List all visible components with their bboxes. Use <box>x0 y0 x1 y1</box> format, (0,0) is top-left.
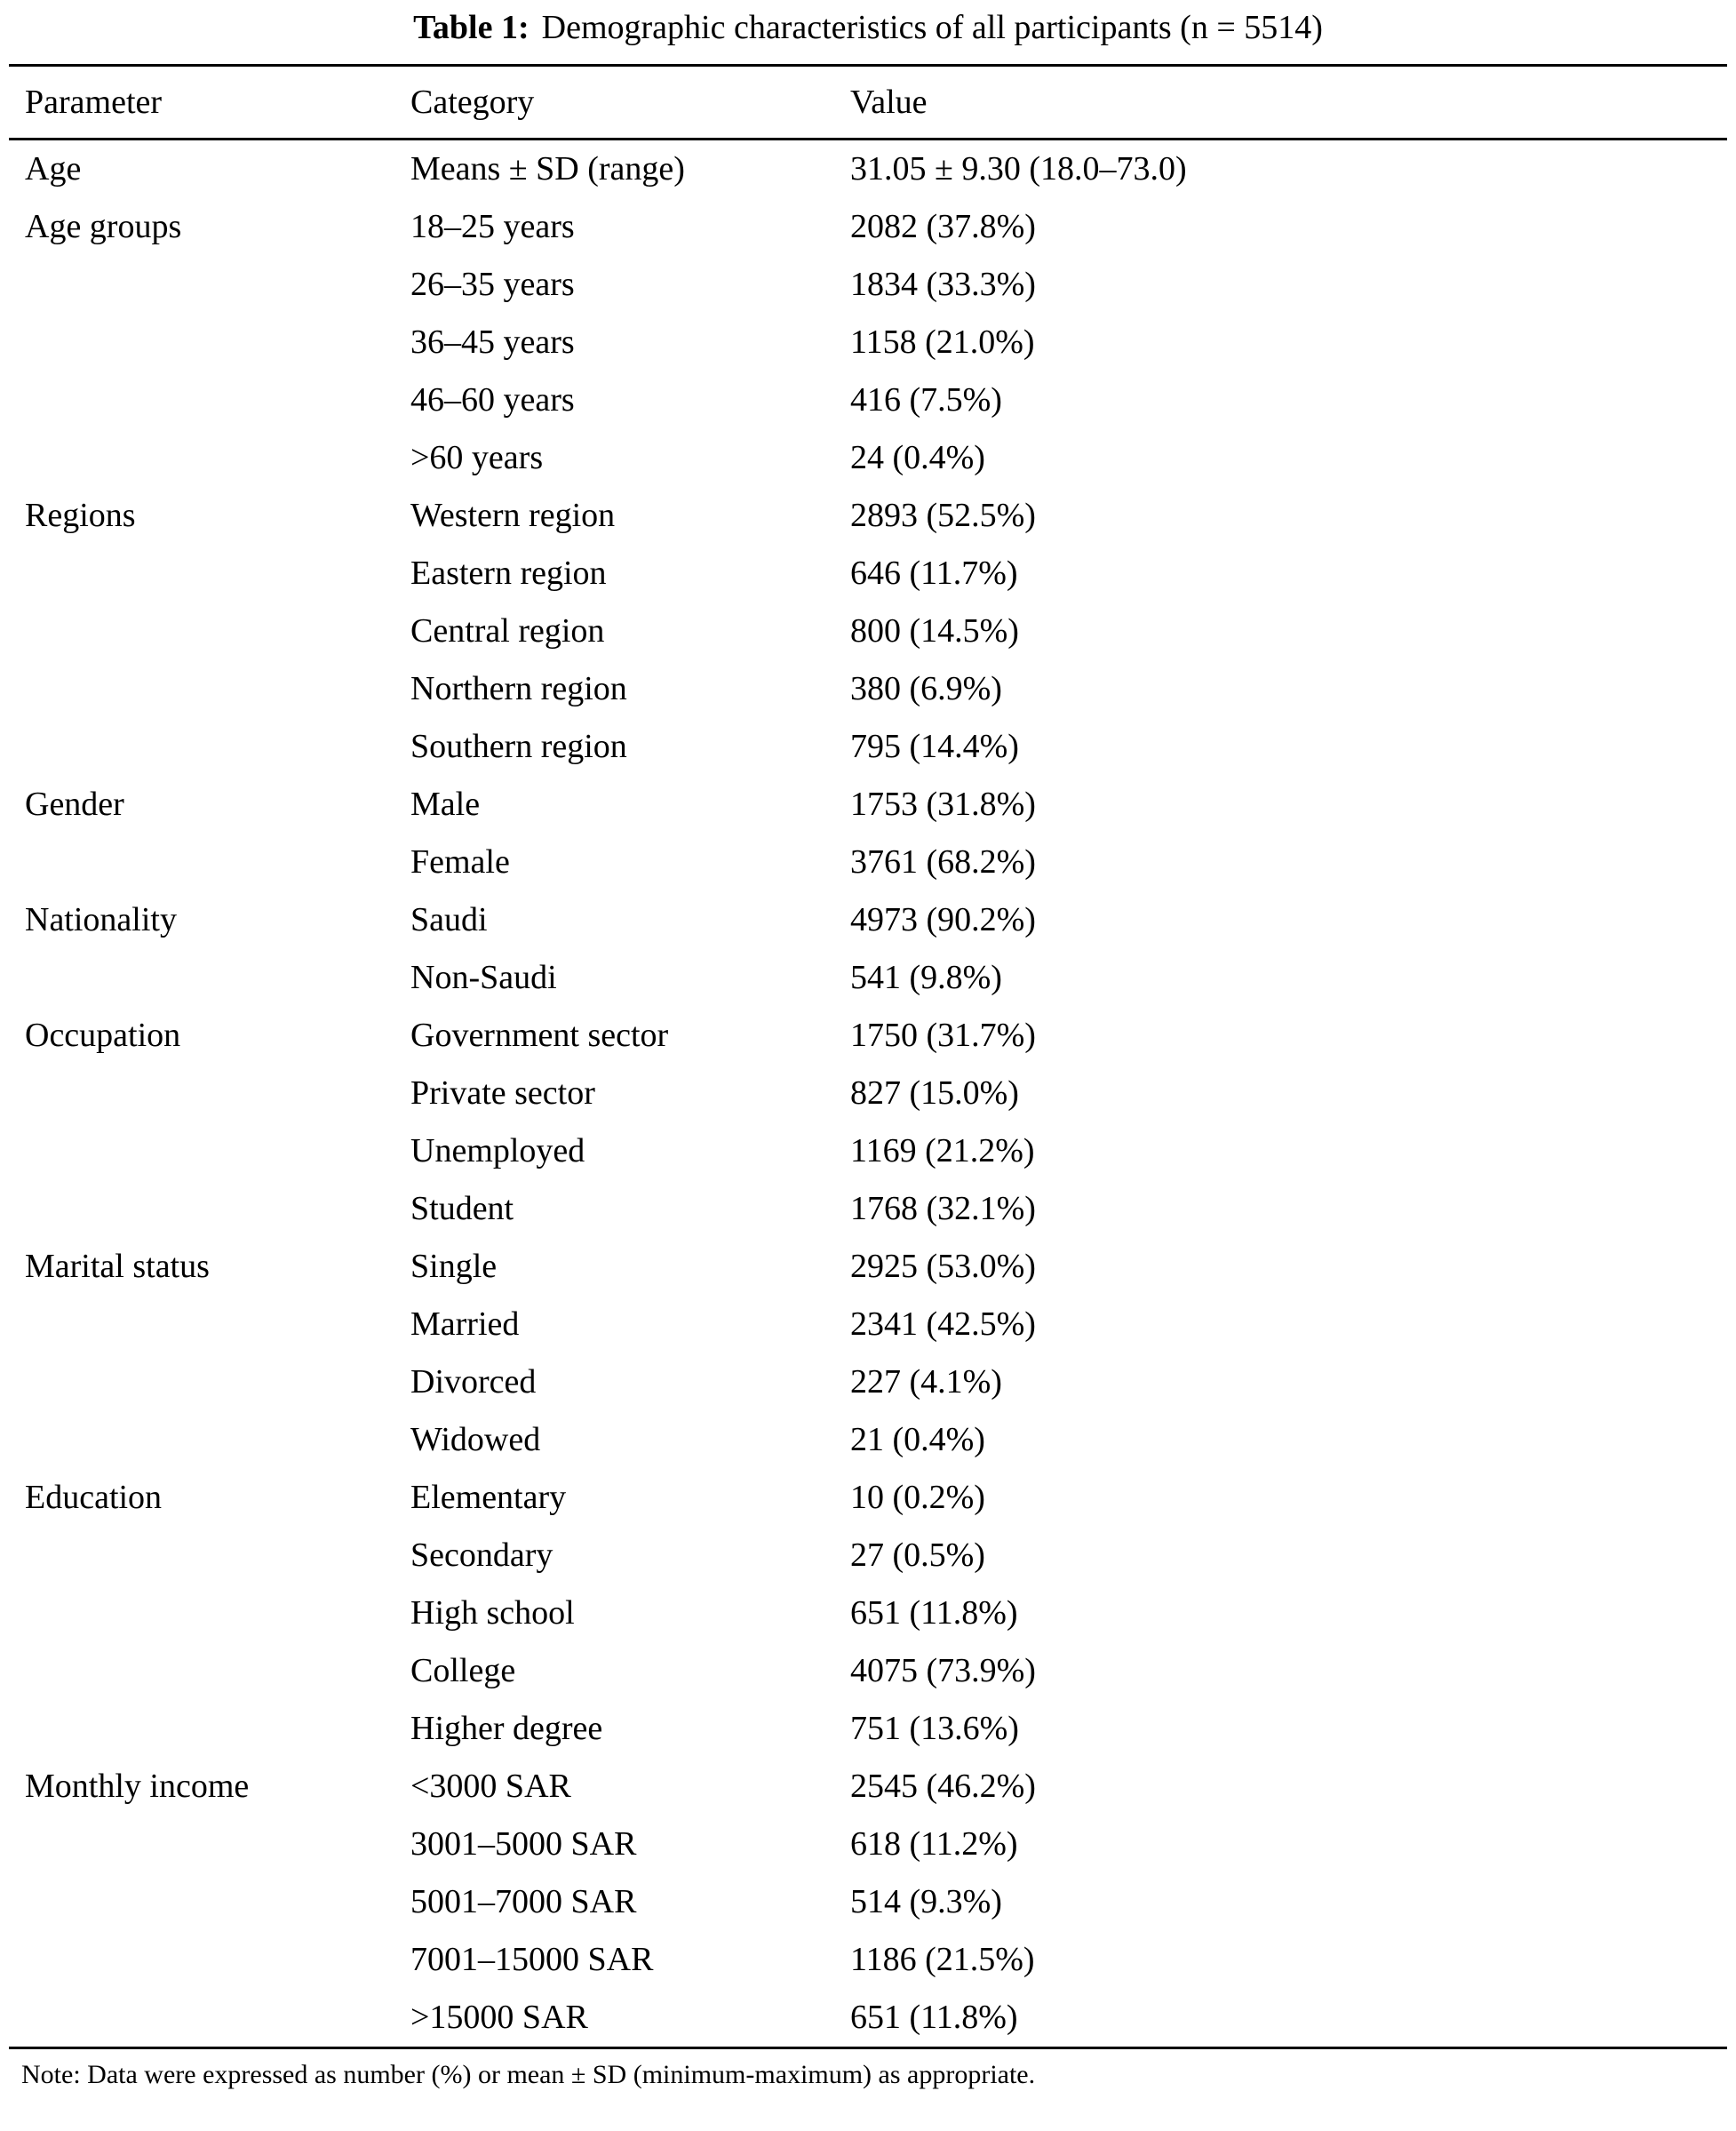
cell-category: Northern region <box>410 670 627 708</box>
col-header-category: Category <box>410 65 850 139</box>
cell-value: 21 (0.4%) <box>850 1421 985 1459</box>
cell-category: Unemployed <box>410 1132 585 1170</box>
cell-value: 514 (9.3%) <box>850 1883 1002 1921</box>
cell-category: 3001–5000 SAR <box>410 1825 637 1864</box>
table-row <box>9 1873 1727 1931</box>
table-row <box>9 256 1727 314</box>
cell-parameter: Education <box>25 1479 163 1517</box>
cell-category: Elementary <box>410 1479 567 1517</box>
table-row <box>9 1642 1727 1700</box>
table-row <box>9 1584 1727 1642</box>
cell-parameter <box>9 314 410 371</box>
table-row <box>9 660 1727 718</box>
cell-parameter <box>9 949 410 1007</box>
table-row <box>9 1007 1727 1065</box>
cell-category: Southern region <box>410 728 627 766</box>
table-row <box>9 1469 1727 1527</box>
cell-parameter <box>9 1122 410 1180</box>
cell-value: 1834 (33.3%) <box>850 266 1036 304</box>
cell-parameter <box>9 1642 410 1700</box>
table-title <box>9 5 1727 64</box>
cell-parameter <box>9 1989 410 2048</box>
cell-category: Male <box>410 786 481 824</box>
table-row <box>9 371 1727 429</box>
cell-parameter: Marital status <box>25 1248 210 1286</box>
cell-parameter <box>9 718 410 776</box>
table-row <box>9 1758 1727 1816</box>
cell-category: Means ± SD (range) <box>410 150 685 188</box>
cell-value: 2082 (37.8%) <box>850 208 1036 246</box>
cell-value: 541 (9.8%) <box>850 959 1002 997</box>
cell-category: Single <box>410 1248 498 1286</box>
cell-value: 651 (11.8%) <box>850 1999 1018 2037</box>
table-row <box>9 1989 1727 2048</box>
cell-category: Non-Saudi <box>410 959 557 997</box>
cell-category: High school <box>410 1594 575 1632</box>
cell-value: 1158 (21.0%) <box>850 323 1035 362</box>
cell-category: 46–60 years <box>410 381 575 419</box>
header-row <box>9 65 1727 139</box>
cell-value: 1750 (31.7%) <box>850 1017 1036 1055</box>
cell-value: 27 (0.5%) <box>850 1536 985 1575</box>
cell-value: 416 (7.5%) <box>850 381 1002 419</box>
table-row <box>9 429 1727 487</box>
cell-value: 4075 (73.9%) <box>850 1652 1036 1690</box>
cell-value: 795 (14.4%) <box>850 728 1019 766</box>
cell-category: 7001–15000 SAR <box>410 1941 654 1979</box>
cell-parameter <box>9 1065 410 1122</box>
table-body <box>9 139 1727 2047</box>
cell-parameter <box>9 1816 410 1873</box>
cell-category: >60 years <box>410 439 544 477</box>
cell-category: 26–35 years <box>410 266 575 304</box>
cell-parameter <box>9 429 410 487</box>
cell-value: 3761 (68.2%) <box>850 843 1036 882</box>
cell-value: 2341 (42.5%) <box>850 1305 1036 1344</box>
cell-parameter <box>9 834 410 891</box>
cell-parameter <box>9 371 410 429</box>
table-row <box>9 891 1727 949</box>
cell-parameter: Nationality <box>25 901 177 939</box>
cell-category: Private sector <box>410 1074 595 1113</box>
cell-parameter <box>9 1931 410 1989</box>
cell-category: Central region <box>410 612 605 650</box>
table-row <box>9 198 1727 256</box>
cell-category: Student <box>410 1190 514 1228</box>
table-row <box>9 1296 1727 1353</box>
table-row <box>9 545 1727 603</box>
cell-category: Female <box>410 843 510 882</box>
cell-category: Widowed <box>410 1421 541 1459</box>
cell-value: 618 (11.2%) <box>850 1825 1018 1864</box>
cell-parameter <box>9 1353 410 1411</box>
table-row <box>9 1700 1727 1758</box>
cell-category: Higher degree <box>410 1710 603 1748</box>
cell-category: Saudi <box>410 901 488 939</box>
cell-value: 10 (0.2%) <box>850 1479 985 1517</box>
cell-category: Secondary <box>410 1536 553 1575</box>
table-row <box>9 949 1727 1007</box>
cell-parameter <box>9 1584 410 1642</box>
cell-parameter: Gender <box>25 786 124 824</box>
cell-parameter <box>9 603 410 660</box>
table-row <box>9 718 1727 776</box>
table-row <box>9 1931 1727 1989</box>
cell-value: 651 (11.8%) <box>850 1594 1018 1632</box>
cell-value: 1753 (31.8%) <box>850 786 1036 824</box>
cell-category: <3000 SAR <box>410 1768 571 1806</box>
cell-parameter: Age groups <box>25 208 182 246</box>
table-row <box>9 1180 1727 1238</box>
cell-parameter: Age <box>25 150 82 188</box>
table-title-label: Table 1: <box>413 9 530 46</box>
table-row <box>9 139 1727 198</box>
cell-parameter: Regions <box>25 497 136 535</box>
table-row <box>9 834 1727 891</box>
col-header-parameter: Parameter <box>9 65 410 139</box>
cell-category: 36–45 years <box>410 323 575 362</box>
cell-category: 5001–7000 SAR <box>410 1883 637 1921</box>
cell-parameter <box>9 1296 410 1353</box>
cell-parameter <box>9 1180 410 1238</box>
cell-parameter <box>9 1873 410 1931</box>
col-header-value: Value <box>850 65 1727 139</box>
table-title-text: Demographic characteristics of all participants (n = 5514) <box>541 9 1323 46</box>
cell-value: 380 (6.9%) <box>850 670 1002 708</box>
table-row <box>9 1816 1727 1873</box>
table-row <box>9 487 1727 545</box>
cell-value: 1768 (32.1%) <box>850 1190 1036 1228</box>
cell-parameter <box>9 660 410 718</box>
cell-category: Western region <box>410 497 616 535</box>
cell-value: 2925 (53.0%) <box>850 1248 1036 1286</box>
cell-parameter: Occupation <box>25 1017 181 1055</box>
table-row <box>9 1122 1727 1180</box>
cell-value: 24 (0.4%) <box>850 439 985 477</box>
cell-value: 646 (11.7%) <box>850 555 1018 593</box>
cell-value: 800 (14.5%) <box>850 612 1019 650</box>
cell-parameter <box>9 1411 410 1469</box>
cell-value: 4973 (90.2%) <box>850 901 1036 939</box>
cell-value: 827 (15.0%) <box>850 1074 1019 1113</box>
table-row <box>9 1238 1727 1296</box>
cell-parameter <box>9 1527 410 1584</box>
cell-category: >15000 SAR <box>410 1999 588 2037</box>
cell-value: 227 (4.1%) <box>850 1363 1002 1401</box>
cell-category: 18–25 years <box>410 208 575 246</box>
cell-parameter <box>9 545 410 603</box>
table-row <box>9 1527 1727 1584</box>
cell-category: Divorced <box>410 1363 537 1401</box>
cell-category: Government sector <box>410 1017 669 1055</box>
cell-parameter: Monthly income <box>25 1768 250 1806</box>
cell-value: 751 (13.6%) <box>850 1710 1019 1748</box>
table-row <box>9 1411 1727 1469</box>
table-row <box>9 314 1727 371</box>
cell-value: 2545 (46.2%) <box>850 1768 1036 1806</box>
cell-category: College <box>410 1652 516 1690</box>
demographics-table <box>9 64 1727 2049</box>
table-row <box>9 603 1727 660</box>
cell-value: 2893 (52.5%) <box>850 497 1036 535</box>
cell-parameter <box>9 256 410 314</box>
cell-category: Married <box>410 1305 520 1344</box>
cell-category: Eastern region <box>410 555 607 593</box>
footnote: Note: Data were expressed as number (%) or mean ± SD (minimum-maximum) as appropriate. <box>21 2059 1036 2089</box>
cell-value: 1169 (21.2%) <box>850 1132 1035 1170</box>
table-row <box>9 1353 1727 1411</box>
cell-value: 1186 (21.5%) <box>850 1941 1035 1979</box>
table-row <box>9 776 1727 834</box>
cell-value: 31.05 ± 9.30 (18.0–73.0) <box>850 150 1187 188</box>
cell-parameter <box>9 1700 410 1758</box>
table-row <box>9 1065 1727 1122</box>
